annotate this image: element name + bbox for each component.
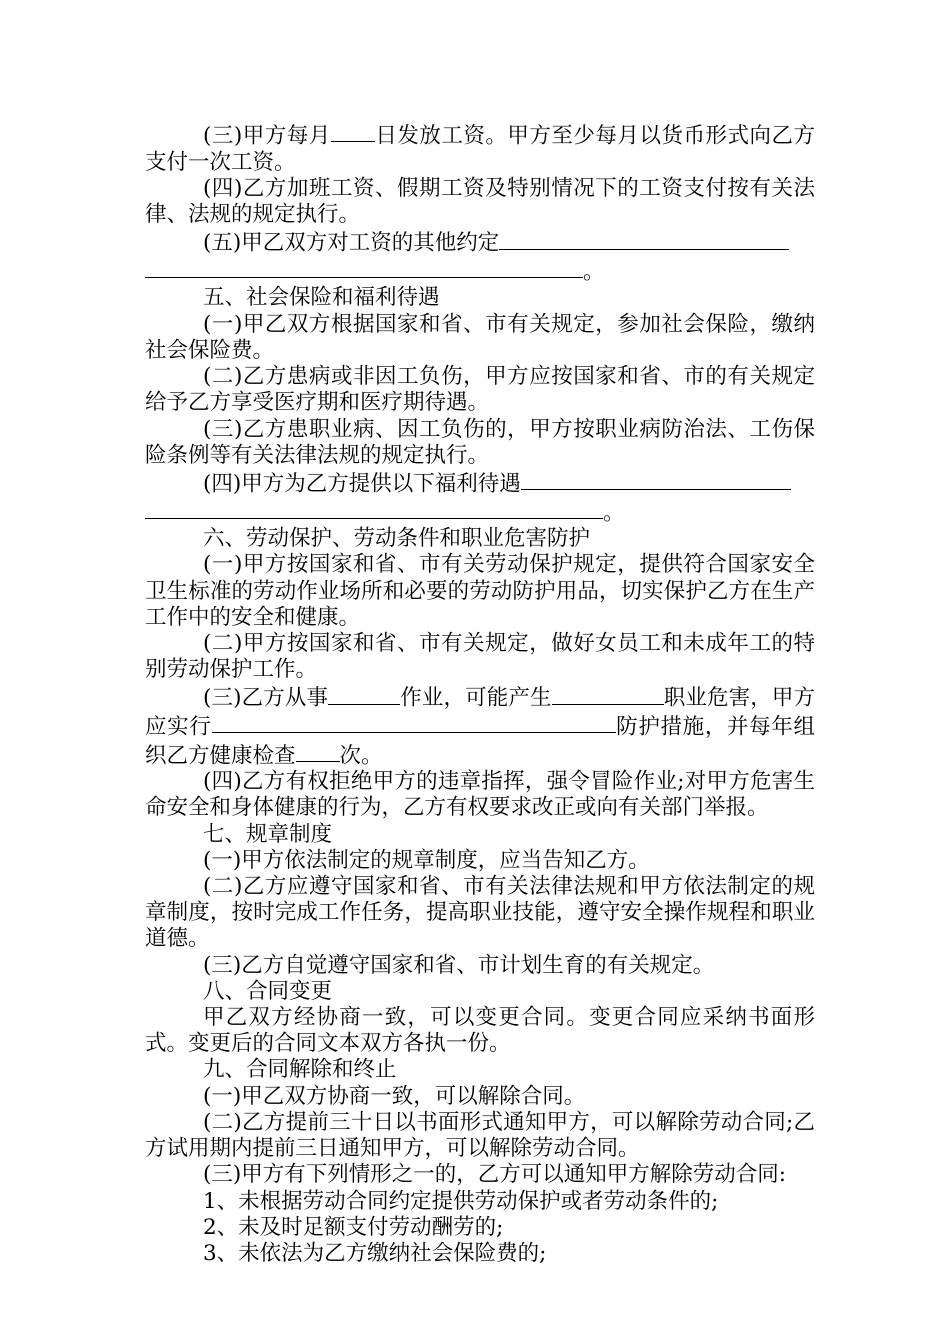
contract-body bbox=[145, 121, 815, 1267]
clause-text: 作业，可能产生 bbox=[400, 685, 552, 711]
clause-text: 。 bbox=[603, 499, 625, 525]
clause-text: 。 bbox=[583, 259, 605, 285]
clause-5-2: (二)乙方患病或非因工负伤，甲方应按国家和省、市的有关规定给予乙方享受医疗期和医疗期待遇。 bbox=[145, 364, 815, 416]
clause-9-3-item-2: 2、未及时足额支付劳动酬劳的; bbox=[203, 1214, 504, 1240]
clause-7-2: (二)乙方应遵守国家和省、市有关法律法规和甲方依法制定的规章制度，按时完成工作任务，提高职业技能，遵守安全操作规程和职业道德。 bbox=[145, 874, 815, 952]
clause-9-3-item-3: 3、未依法为乙方缴纳社会保险费的; bbox=[203, 1240, 547, 1266]
clause-9-3-item-1: 1、未根据劳动合同约定提供劳动保护或者劳动条件的; bbox=[203, 1188, 719, 1214]
clause-6-4: (四)乙方有权拒绝甲方的违章指挥，强令冒险作业;对甲方危害生命安全和身体健康的行为，乙方有权要求改正或向有关部门举报。 bbox=[145, 769, 815, 821]
blank-line bbox=[145, 257, 583, 278]
clause-7-3: (三)乙方自觉遵守国家和省、市计划生育的有关规定。 bbox=[203, 952, 715, 978]
section-heading-9: 九、合同解除和终止 bbox=[203, 1057, 397, 1083]
clause-text: 日发放工资。甲方至少每月以货币形式向乙方支付一次工资。 bbox=[145, 123, 815, 175]
blank-line bbox=[499, 228, 789, 249]
blank-line bbox=[145, 498, 603, 519]
clause-9-3: (三)甲方有下列情形之一的，乙方可以通知甲方解除劳动合同: bbox=[203, 1162, 787, 1188]
clause-6-3 bbox=[145, 683, 815, 769]
clause-5-4 bbox=[145, 469, 815, 526]
blank-line bbox=[521, 469, 791, 490]
section-heading-7: 七、规章制度 bbox=[203, 821, 333, 847]
clause-text: (五)甲乙双方对工资的其他约定 bbox=[203, 230, 500, 256]
clause-text: 防护措施，并每年组织乙方健康检查 bbox=[145, 714, 815, 769]
clause-8: 甲乙双方经协商一致，可以变更合同。变更合同应采纳书面形式。变更后的合同文本双方各执一份。 bbox=[145, 1005, 815, 1057]
blank-line bbox=[212, 712, 616, 733]
section-heading-6: 六、劳动保护、劳动条件和职业危害防护 bbox=[203, 526, 591, 552]
blank-line bbox=[328, 683, 400, 704]
clause-text: (四)甲方为乙方提供以下福利待遇 bbox=[203, 471, 521, 497]
clause-text: 职业危害，甲方应实行 bbox=[145, 685, 815, 740]
clause-9-2: (二)乙方提前三十日以书面形式通知甲方，可以解除劳动合同;乙方试用期内提前三日通知甲方，可以解除劳动合同。 bbox=[145, 1109, 815, 1162]
clause-6-2: (二)甲方按国家和省、市有关规定，做好女员工和未成年工的特别劳动保护工作。 bbox=[145, 630, 815, 683]
clause-5-3: (三)乙方患职业病、因工负伤的，甲方按职业病防治法、工伤保险条例等有关法律法规的规定执行。 bbox=[145, 416, 815, 468]
blank-line bbox=[552, 683, 664, 704]
blank-line bbox=[331, 121, 375, 142]
clause-5-1: (一)甲乙双方根据国家和省、市有关规定，参加社会保险，缴纳社会保险费。 bbox=[145, 311, 815, 363]
clause-text: 次。 bbox=[339, 743, 383, 769]
clause-wage-day bbox=[145, 121, 815, 176]
clause-6-1: (一)甲方按国家和省、市有关劳动保护规定，提供符合国家安全卫生标准的劳动作业场所和必要的劳动防护用品，切实保护乙方在生产工作中的安全和健康。 bbox=[145, 552, 815, 630]
section-heading-8: 八、合同变更 bbox=[203, 978, 333, 1004]
clause-text: (三)甲方每月 bbox=[203, 123, 331, 149]
blank-line bbox=[296, 741, 340, 762]
clause-other-wage-terms bbox=[145, 228, 815, 285]
section-heading-5: 五、社会保险和福利待遇 bbox=[203, 285, 440, 311]
clause-text: (三)乙方从事 bbox=[203, 685, 329, 711]
clause-9-1: (一)甲乙双方协商一致，可以解除合同。 bbox=[203, 1083, 586, 1109]
clause-7-1: (一)甲方依法制定的规章制度，应当告知乙方。 bbox=[203, 847, 650, 873]
clause-overtime-wage: (四)乙方加班工资、假期工资及特别情况下的工资支付按有关法律、法规的规定执行。 bbox=[145, 175, 815, 228]
